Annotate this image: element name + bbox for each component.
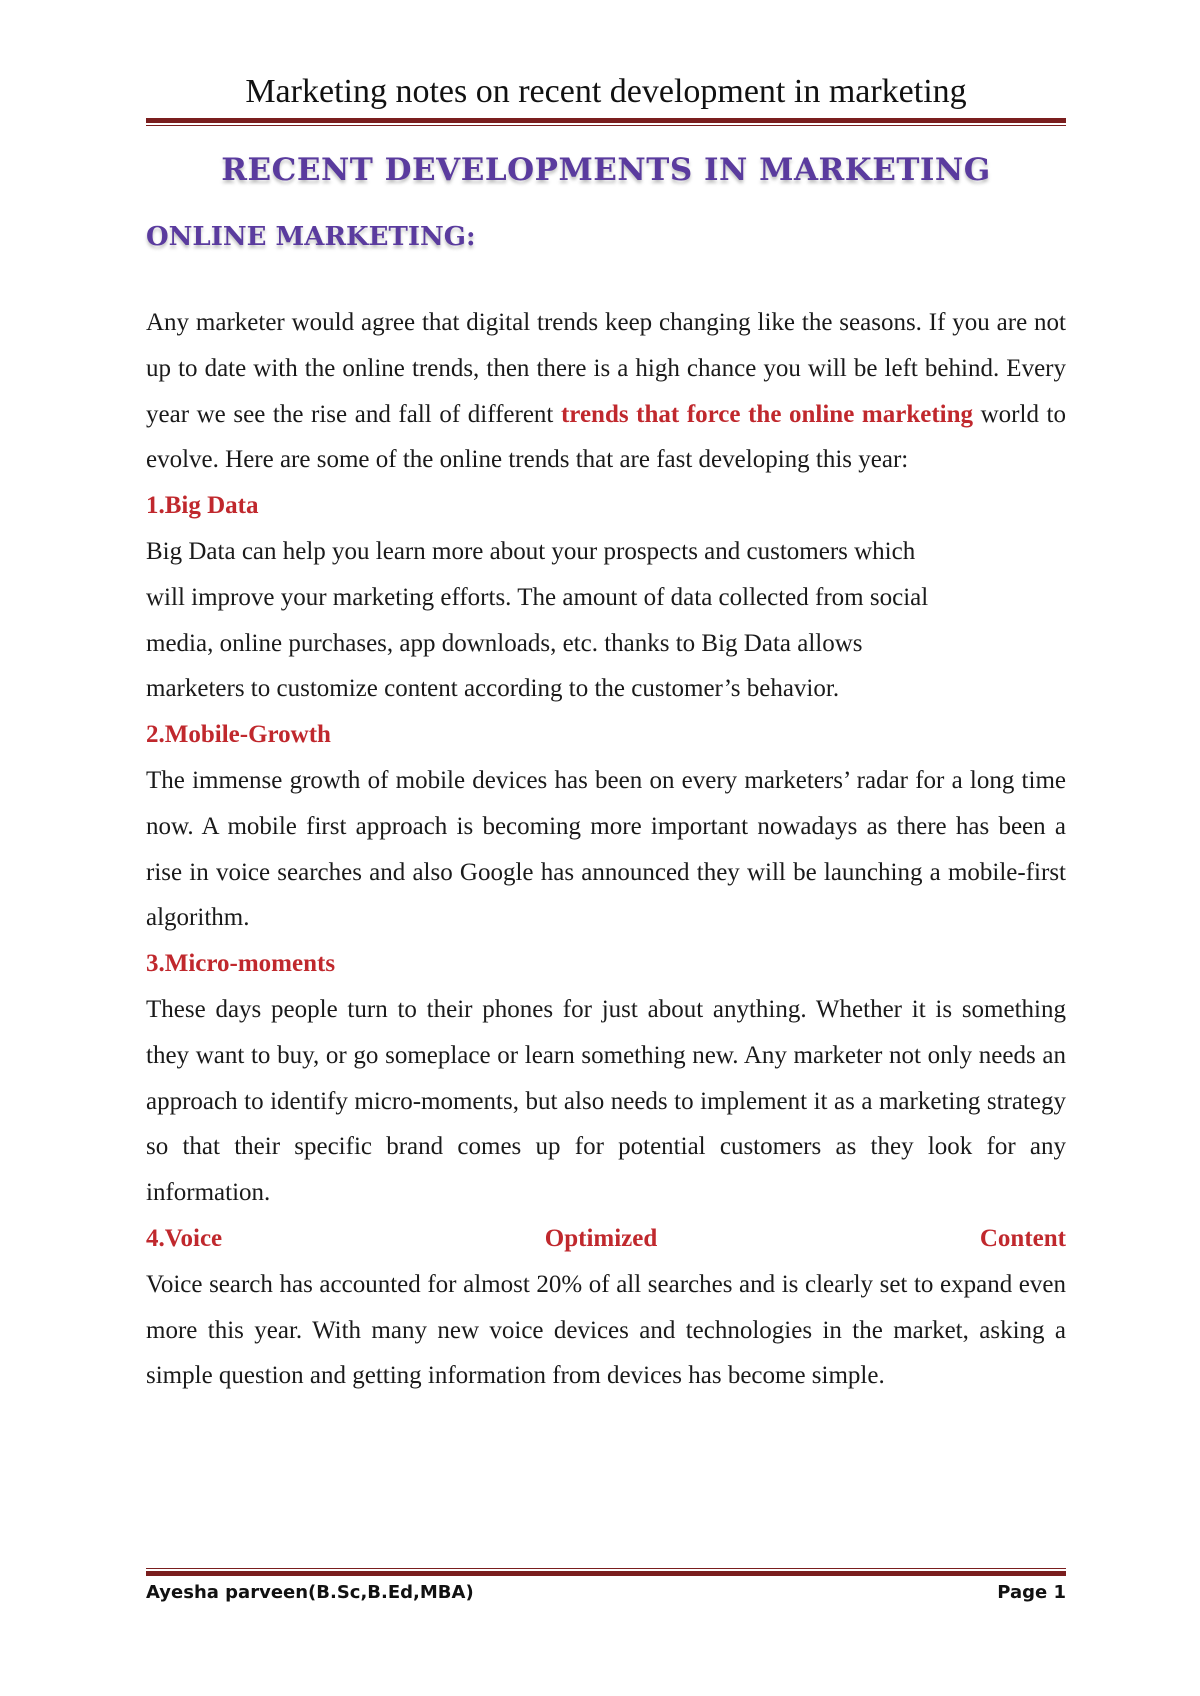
trend-body-big-data [146,529,1066,712]
page-header-title: Marketing notes on recent development in marketing [245,73,967,110]
section-title: ONLINE MARKETING: [146,222,476,252]
big-data-line: marketers to customize content according to the customer’s behavior. [146,675,840,703]
trend-body-micro-moments: These days people turn to their phones for just about anything. Whether it is something they want to buy, or go someplace or learn something new. Any marketer not only needs an approach to identify micro-moments, but also needs to implement it as a marketing strategy so that their specific brand comes up for potential customers as they look for any information. [146,995,1066,1207]
page-footer [146,1582,1066,1603]
trend-heading-micro-moments: 3.Micro-moments [146,950,336,978]
intro-paragraph [146,300,1066,483]
footer-author: Ayesha parveen(B.Sc,B.Ed,MBA) [146,1582,474,1603]
trend-body-mobile-growth: The immense growth of mobile devices has been on every marketers’ radar for a long time now. A mobile first approach is becoming more important nowadays as there has been a rise in voice searches and also Google has announced they will be launching a mobile-first algorithm. [146,766,1066,932]
big-data-line: Big Data can help you learn more about your prospects and customers which [146,537,916,565]
big-data-line: will improve your marketing efforts. The amount of data collected from social [146,583,929,611]
document-body [146,300,1066,1399]
heading-word: Optimized [544,1224,658,1252]
trend-heading-mobile-growth: 2.Mobile-Growth [146,721,331,749]
big-data-line: media, online purchases, app downloads, etc. thanks to Big Data allows [146,629,863,657]
footer-divider [146,1568,1066,1576]
main-title: RECENT DEVELOPMENTS IN MARKETING [221,152,991,188]
footer-page-number: Page 1 [997,1582,1066,1603]
intro-highlight: trends that force the online marketing [560,400,974,428]
trend-heading-voice-optimized-content [146,1216,1066,1262]
header-divider [146,118,1066,126]
heading-word: 4.Voice [146,1224,223,1252]
trend-body-voice-content: Voice search has accounted for almost 20% of all searches and is clearly set to expand even more this year. With many new voice devices and technologies in the market, asking a simple question and getting information from devices has become simple. [146,1270,1066,1390]
trend-heading-big-data: 1.Big Data [146,492,259,520]
intro-text-before: Any marketer would agree that digital trends keep changing like the seasons. If you are not up to date with the online trends, then there is a high chance you will be left behind. Every year we see the rise and fall of different [146,309,1066,428]
intro-text-after: world to evolve. Here are some of the online trends that are fast developing this year: [146,400,1066,474]
heading-word: Content [979,1224,1066,1252]
